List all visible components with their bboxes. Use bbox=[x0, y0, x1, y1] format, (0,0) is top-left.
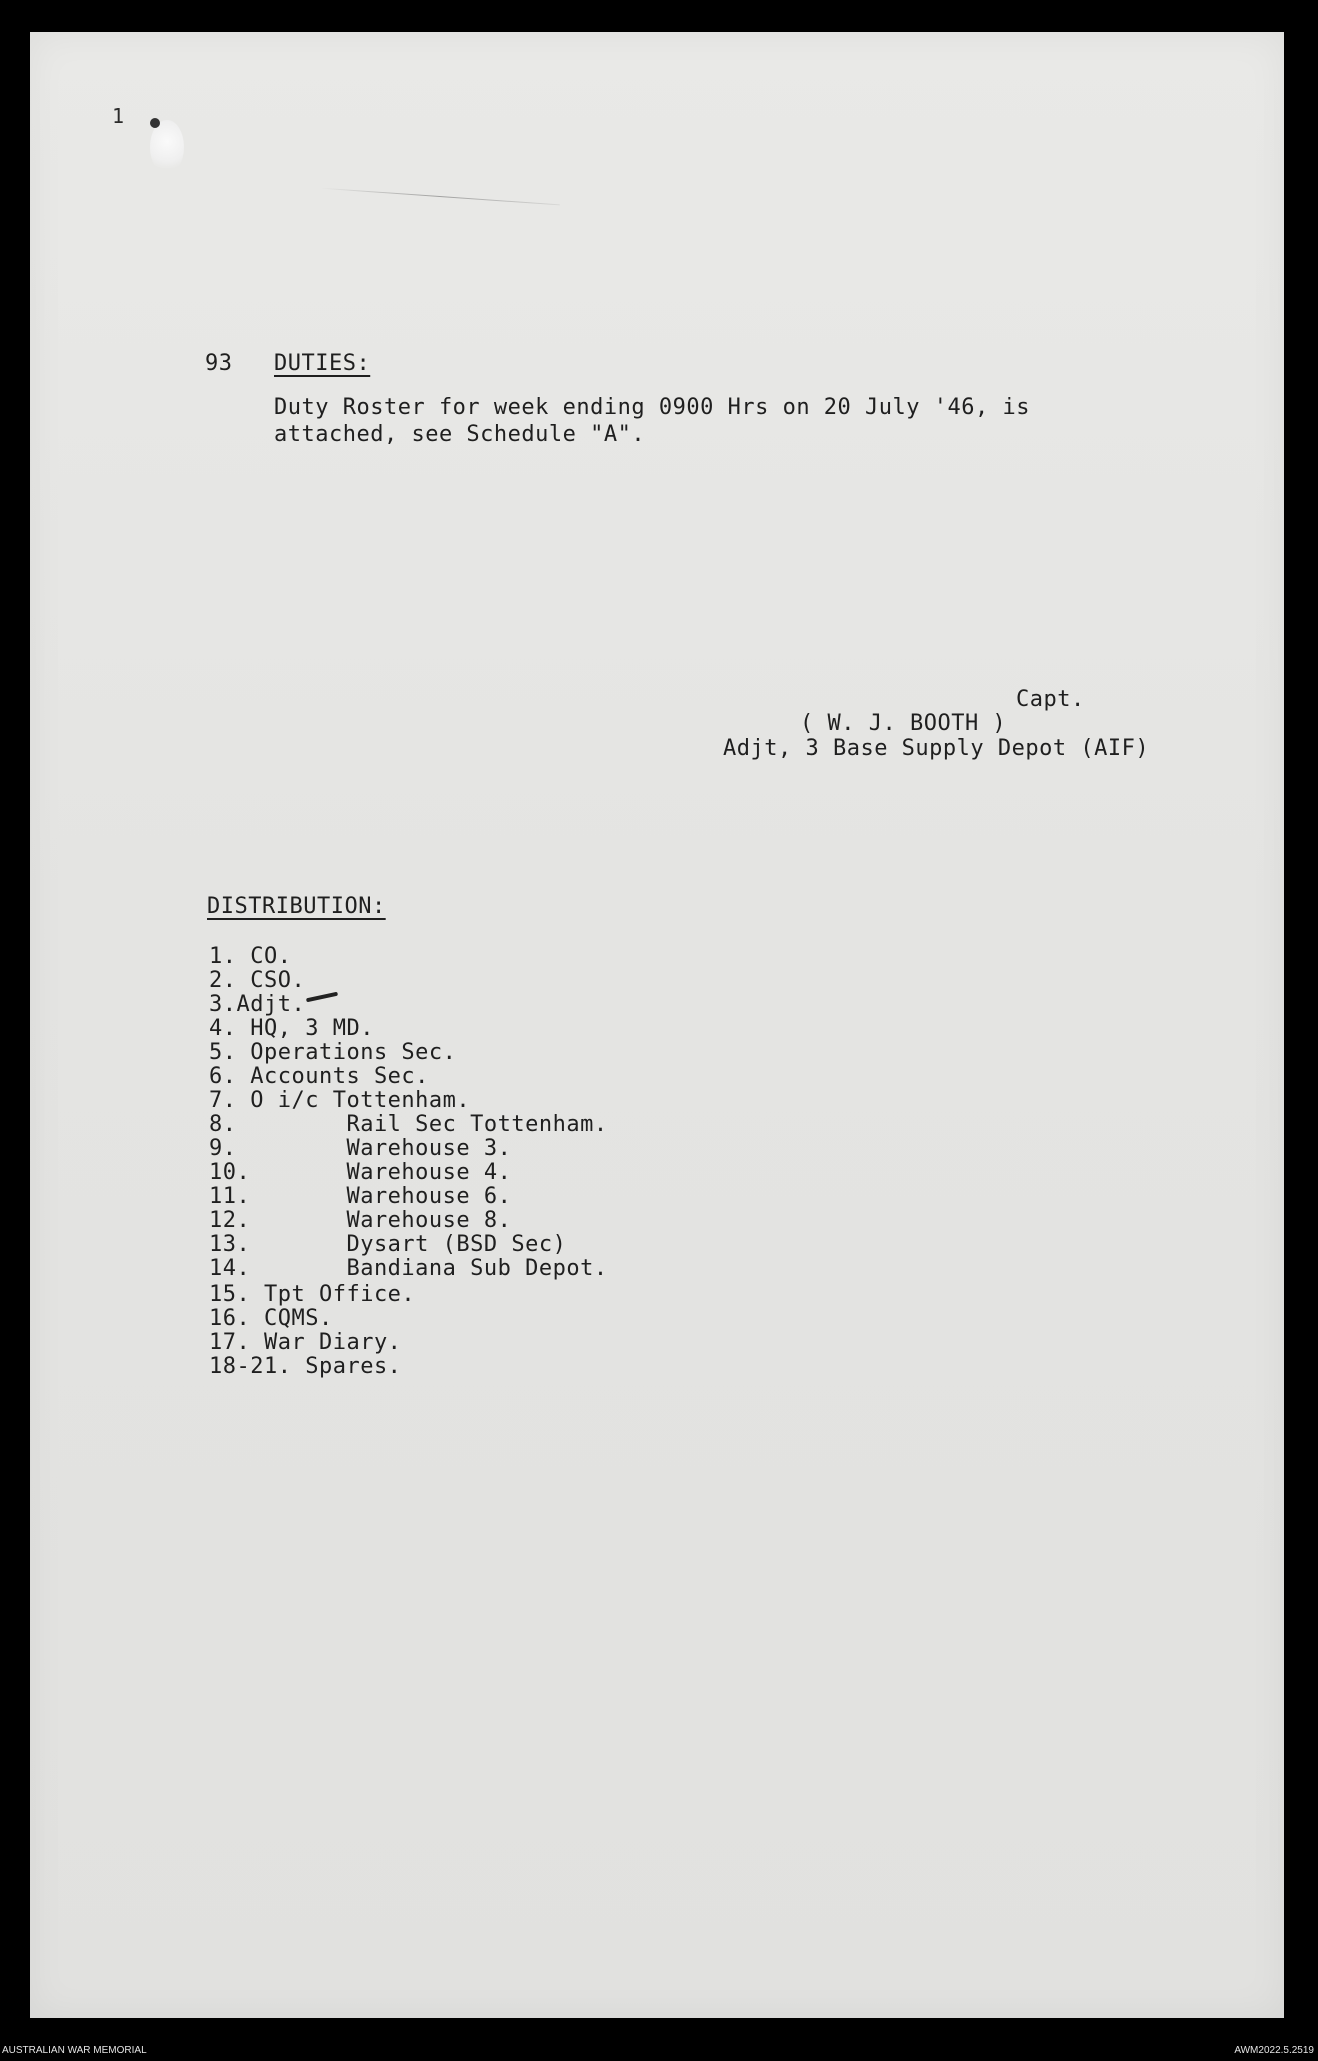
list-item: 4. HQ, 3 MD. bbox=[209, 1016, 374, 1041]
list-item: 13. Dysart (BSD Sec) bbox=[209, 1232, 567, 1257]
list-item: 7. O i/c Tottenham. bbox=[209, 1088, 471, 1113]
punch-hole-mark bbox=[150, 118, 160, 128]
list-item: 14. Bandiana Sub Depot. bbox=[209, 1256, 608, 1281]
list-item: 16. CQMS. bbox=[209, 1306, 333, 1331]
list-item: 5. Operations Sec. bbox=[209, 1040, 457, 1065]
punch-hole bbox=[150, 120, 184, 174]
list-item: 9. Warehouse 3. bbox=[209, 1136, 512, 1161]
signature-name: ( W. J. BOOTH ) bbox=[800, 711, 1007, 736]
list-item: 2. CSO. bbox=[209, 968, 306, 993]
page-mark: 1 bbox=[112, 104, 125, 128]
section-body-line-1: Duty Roster for week ending 0900 Hrs on 20 July '46, is bbox=[274, 395, 1030, 420]
list-item: 17. War Diary. bbox=[209, 1330, 402, 1355]
list-item: 10. Warehouse 4. bbox=[209, 1160, 512, 1185]
section-body-line-2: attached, see Schedule "A". bbox=[274, 422, 646, 447]
section-heading: DUTIES: bbox=[274, 351, 371, 376]
footer-accession-number: AWM2022.5.2519 bbox=[1234, 2045, 1314, 2056]
list-item: 11. Warehouse 6. bbox=[209, 1184, 512, 1209]
list-item: 1. CO. bbox=[209, 944, 292, 969]
signature-rank: Capt. bbox=[1016, 687, 1085, 712]
list-item: 15. Tpt Office. bbox=[209, 1282, 416, 1307]
signature-title: Adjt, 3 Base Supply Depot (AIF) bbox=[723, 736, 1150, 761]
list-item: 12. Warehouse 8. bbox=[209, 1208, 512, 1233]
list-item: 18-21. Spares. bbox=[209, 1354, 402, 1379]
section-number: 93 bbox=[205, 351, 233, 376]
distribution-heading: DISTRIBUTION: bbox=[207, 894, 386, 919]
list-item: 8. Rail Sec Tottenham. bbox=[209, 1112, 608, 1137]
footer-archive-name: AUSTRALIAN WAR MEMORIAL bbox=[2, 2045, 147, 2056]
list-item: 6. Accounts Sec. bbox=[209, 1064, 429, 1089]
list-item: 3.Adjt. bbox=[209, 992, 306, 1017]
